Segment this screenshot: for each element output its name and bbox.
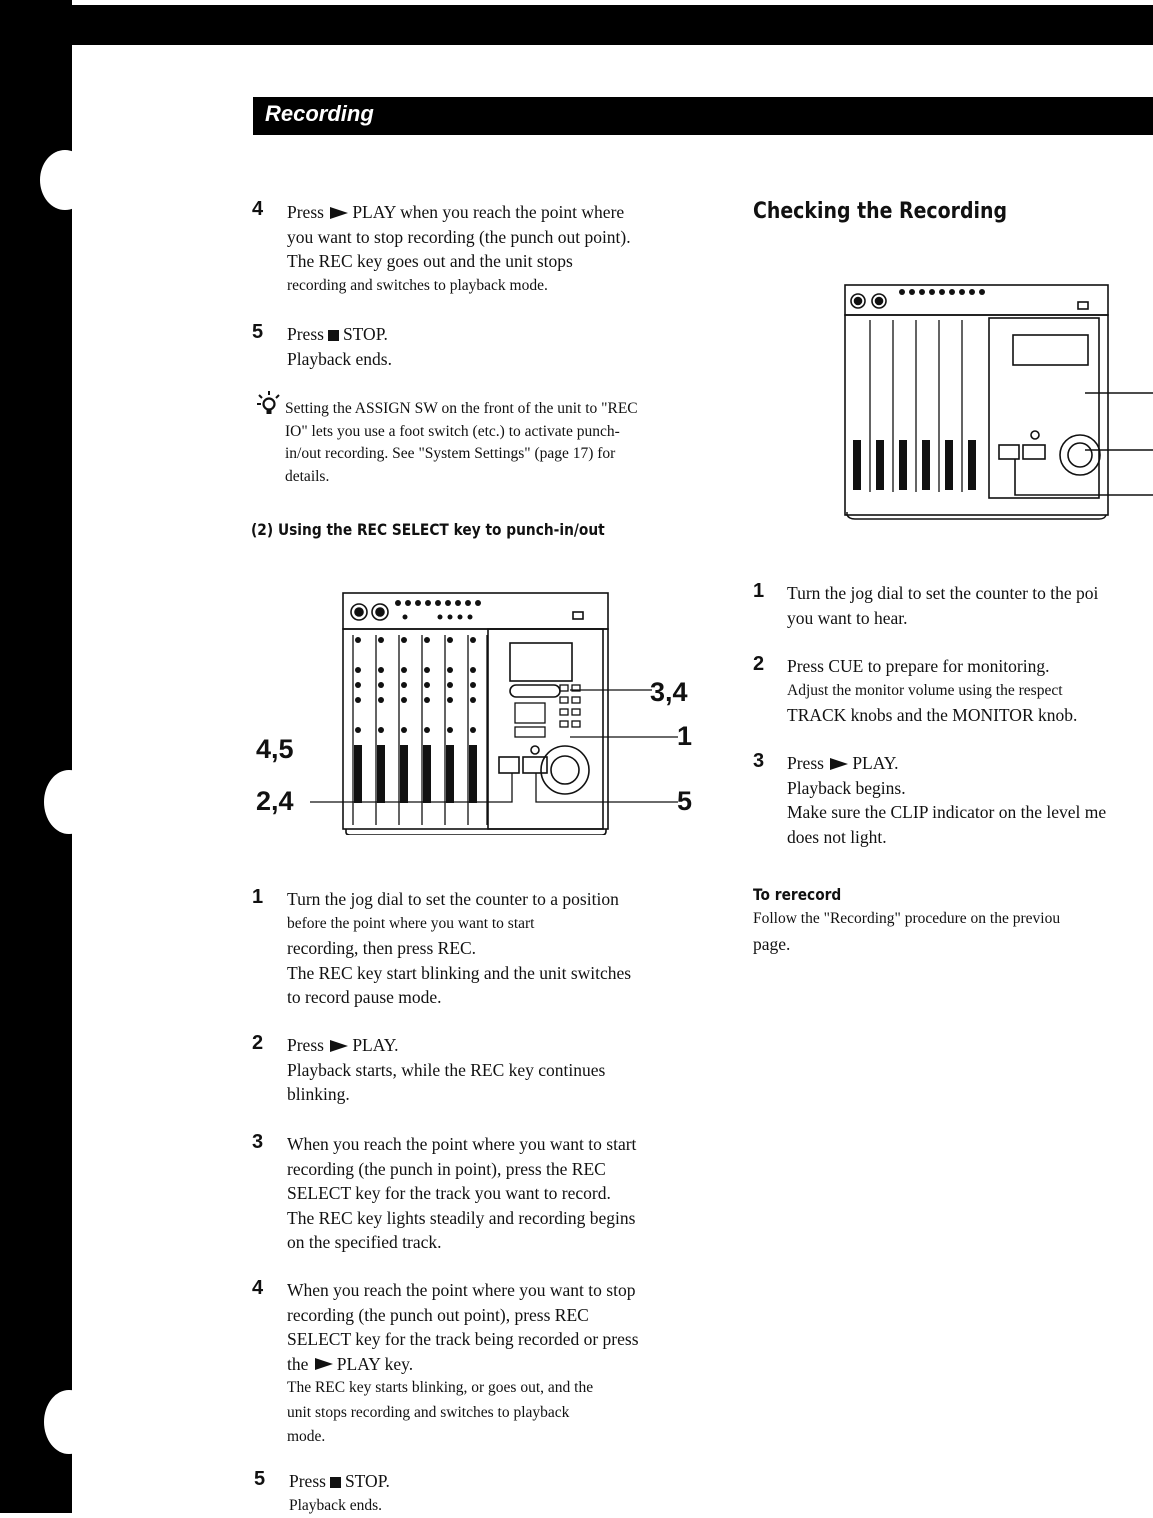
step-text: Press <box>287 202 324 222</box>
top-black-band <box>0 0 1153 45</box>
step-text: STOP. <box>345 1471 390 1491</box>
callout-4-5: 4,5 <box>256 734 294 765</box>
step-text: Press <box>787 753 824 773</box>
step-text: Playback begins. <box>787 776 1106 801</box>
play-arrow-icon <box>315 1358 333 1370</box>
step-text: STOP. <box>343 324 388 344</box>
step-text: PLAY when you reach the point where <box>352 202 624 222</box>
step-text: Press <box>289 1471 326 1491</box>
step-number: 2 <box>252 1032 263 1055</box>
section-title: Recording <box>265 101 374 127</box>
callout-1: 1 <box>677 721 692 752</box>
step-text: you want to stop recording (the punch out point). <box>287 225 631 250</box>
stop-square-icon <box>328 330 339 341</box>
step-text: the <box>287 1354 308 1374</box>
step-text: SELECT key for the track being recorded or press <box>287 1327 639 1352</box>
tip-text <box>285 398 638 488</box>
step-text: to record pause mode. <box>287 985 631 1010</box>
stop-square-icon <box>330 1477 341 1488</box>
play-arrow-icon <box>330 1040 348 1052</box>
step-text: When you reach the point where you want to start <box>287 1132 636 1157</box>
step-number: 5 <box>252 321 263 344</box>
heading-checking-recording: Checking the Recording <box>753 199 1007 224</box>
page-edge <box>72 45 1153 53</box>
step-text: The REC key lights steadily and recording begins <box>287 1206 636 1231</box>
step-number: 1 <box>252 886 263 909</box>
step-text: PLAY. <box>852 753 898 773</box>
step-text: before the point where you want to start <box>287 912 631 937</box>
step-text: recording and switches to playback mode. <box>287 274 631 299</box>
left-black-margin <box>0 0 72 1513</box>
subheading-rerecord: To rerecord <box>753 885 841 904</box>
tip-line: details. <box>285 466 638 489</box>
step-text: PLAY. <box>352 1035 398 1055</box>
step-text: Press <box>287 1035 324 1055</box>
binding-hole-2 <box>44 770 94 834</box>
play-arrow-icon <box>330 207 348 219</box>
step-number: 3 <box>753 750 764 773</box>
step-text: you want to hear. <box>787 606 1098 631</box>
rerecord-text <box>753 907 1060 956</box>
step-text: on the specified track. <box>287 1230 636 1255</box>
play-arrow-icon <box>830 758 848 770</box>
callout-5: 5 <box>677 786 692 817</box>
binding-hole-3 <box>44 1390 94 1454</box>
step-number: 5 <box>254 1468 265 1491</box>
step-text: When you reach the point where you want to stop <box>287 1278 639 1303</box>
step-number: 4 <box>252 198 263 221</box>
step-text: The REC key start blinking and the unit switches <box>287 961 631 986</box>
step-5-text <box>289 1469 390 1518</box>
step-5-top-text <box>287 322 392 371</box>
step-text: The REC key starts blinking, or goes out, and the <box>287 1376 639 1401</box>
tip-line: in/out recording. See "System Settings" (page 17) for <box>285 443 638 466</box>
tip-lightbulb-icon <box>256 390 282 418</box>
step-text: Playback ends. <box>287 347 392 372</box>
step-number: 3 <box>252 1131 263 1154</box>
step-text: SELECT key for the track you want to record. <box>287 1181 636 1206</box>
step-text: Follow the "Recording" procedure on the previou <box>753 907 1060 932</box>
step-text: blinking. <box>287 1082 605 1107</box>
step-2-text <box>287 1033 605 1107</box>
step-4-text <box>287 1278 639 1450</box>
step-text: Turn the jog dial to set the counter to a position <box>287 887 631 912</box>
step-text: recording, then press REC. <box>287 936 631 961</box>
step-1-text <box>287 887 631 1010</box>
tip-line: IO" lets you use a foot switch (etc.) to activate punch- <box>285 421 638 444</box>
callout-3-4: 3,4 <box>650 677 688 708</box>
step-text: Playback ends. <box>289 1494 390 1518</box>
tip-line: Setting the ASSIGN SW on the front of the unit to "REC <box>285 398 638 421</box>
step-text: Press <box>287 324 324 344</box>
step-text: The REC key goes out and the unit stops <box>287 249 631 274</box>
step-4-top-text <box>287 200 631 298</box>
callout-2-4: 2,4 <box>256 786 294 817</box>
step-number: 4 <box>252 1277 263 1300</box>
step-text: mode. <box>287 1425 639 1450</box>
mixer-illustration-punch <box>240 585 710 835</box>
step-number: 2 <box>753 653 764 676</box>
step-text: recording (the punch out point), press REC <box>287 1303 639 1328</box>
subheading-rec-select: (2) Using the REC SELECT key to punch-in/out <box>251 520 605 539</box>
step-text: does not light. <box>787 825 1106 850</box>
step-text: Make sure the CLIP indicator on the level me <box>787 800 1106 825</box>
step-text: Turn the jog dial to set the counter to the poi <box>787 581 1098 606</box>
step-text: PLAY key. <box>337 1354 413 1374</box>
step-text: recording (the punch in point), press the REC <box>287 1157 636 1182</box>
right-step-3-text <box>787 751 1106 849</box>
step-text: Adjust the monitor volume using the respect <box>787 679 1077 704</box>
step-text: Playback starts, while the REC key continues <box>287 1058 605 1083</box>
right-step-2-text <box>787 654 1077 728</box>
section-header-bar <box>253 97 1153 135</box>
step-3-text <box>287 1132 636 1255</box>
top-white-strip <box>0 0 1153 5</box>
step-text: TRACK knobs and the MONITOR knob. <box>787 703 1077 728</box>
mixer-illustration-checking <box>835 280 1153 520</box>
binding-hole-1 <box>40 150 90 210</box>
step-text: unit stops recording and switches to playback <box>287 1401 639 1426</box>
step-text: page. <box>753 932 1060 957</box>
right-step-1-text <box>787 581 1098 630</box>
step-number: 1 <box>753 580 764 603</box>
step-text: Press CUE to prepare for monitoring. <box>787 654 1077 679</box>
